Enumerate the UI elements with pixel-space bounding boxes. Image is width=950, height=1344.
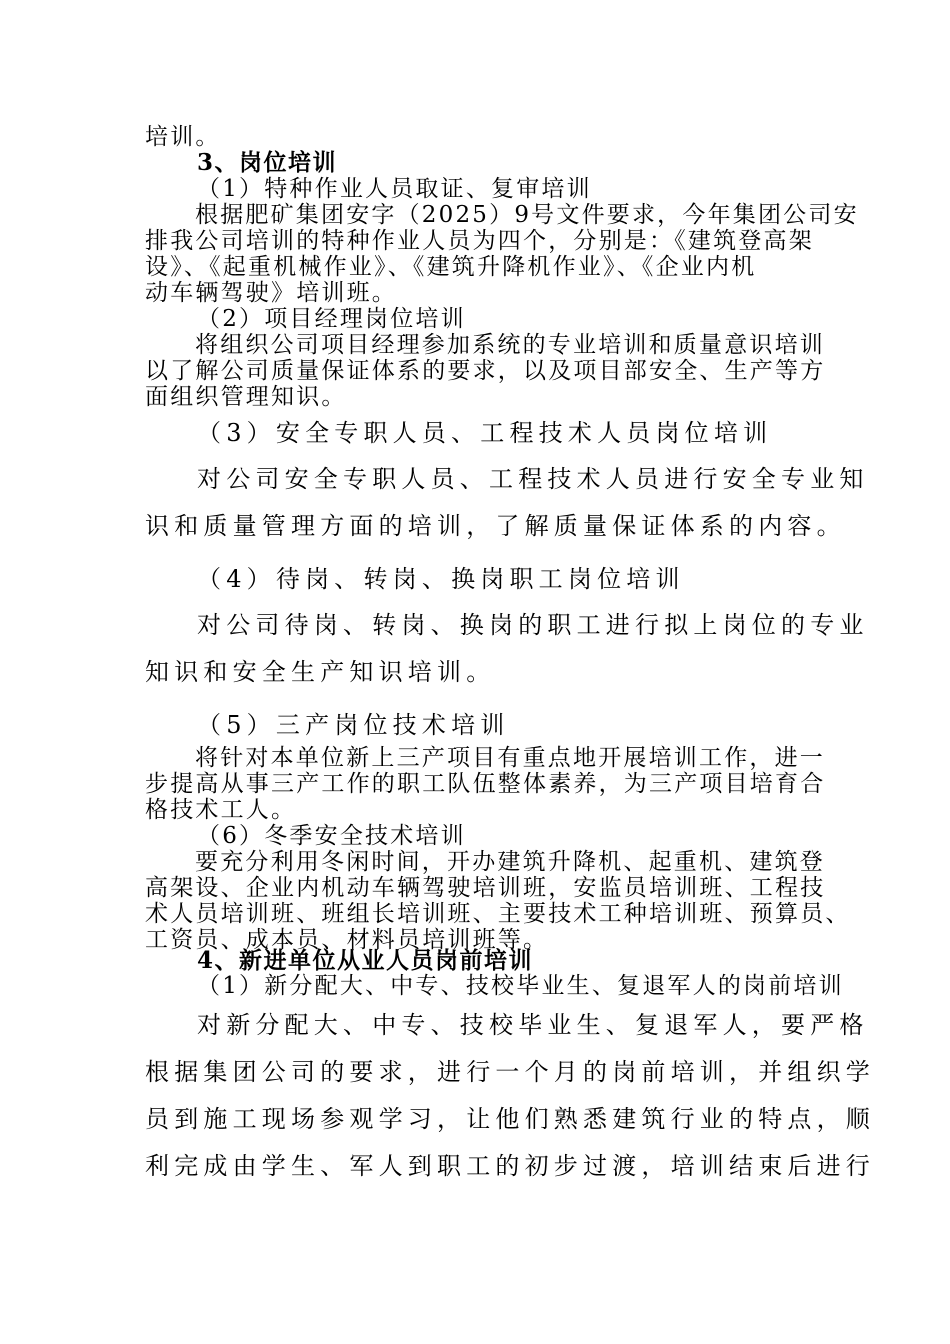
subsection-heading: （6）冬季安全技术培训 <box>197 823 466 849</box>
subsection-heading: （4）待岗、转岗、换岗职工岗位培训 <box>197 565 685 593</box>
text-line: 动车辆驾驶》培训班。 <box>145 280 397 306</box>
text-line: 高架设、企业内机动车辆驾驶培训班，安监员培训班、工程技 <box>145 875 826 901</box>
text-line: 工资员、成本员、材料员培训班等。 <box>145 927 549 953</box>
text-line: 排我公司培训的特种作业人员为四个，分别是：《建筑登高架 <box>145 228 814 254</box>
section-heading: 4、新进单位从业人员岗前培训 <box>197 947 534 974</box>
text-line: 员到施工现场参观学习，让他们熟悉建筑行业的特点，顺 <box>145 1105 875 1133</box>
text-line: 对公司安全专职人员、工程技术人员进行安全专业知 <box>197 465 869 493</box>
subsection-heading: （2）项目经理岗位培训 <box>197 306 466 332</box>
text-line: 根据肥矿集团安字（2025）9号文件要求，今年集团公司安 <box>195 202 859 228</box>
text-line: 将针对本单位新上三产项目有重点地开展培训工作，进一 <box>195 745 825 771</box>
text-line: 培训。 <box>145 124 221 150</box>
text-line: 知识和安全生产知识培训。 <box>145 658 496 686</box>
subsection-heading: （1）特种作业人员取证、复审培训 <box>197 176 592 202</box>
text-line: 要充分利用冬闲时间，开办建筑升降机、起重机、建筑登 <box>195 849 825 875</box>
subsection-heading: （3）安全专职人员、工程技术人员岗位培训 <box>197 419 773 447</box>
section-heading: 3、岗位培训 <box>197 149 338 176</box>
subsection-heading: （1）新分配大、中专、技校毕业生、复退军人的岗前培训 <box>197 973 844 999</box>
text-line: 对新分配大、中专、技校毕业生、复退军人，要严格 <box>197 1011 869 1039</box>
text-line: 格技术工人。 <box>145 797 297 823</box>
text-line: 利完成由学生、军人到职工的初步过渡，培训结束后进行 <box>145 1152 875 1180</box>
subsection-heading: （5）三产岗位技术培训 <box>197 711 510 739</box>
text-line: 步提高从事三产工作的职工队伍整体素养，为三产项目培育合 <box>145 771 826 797</box>
text-line: 面组织管理知识。 <box>145 384 347 410</box>
text-line: 根据集团公司的要求，进行一个月的岗前培训，并组织学 <box>145 1058 875 1086</box>
text-line: 识和质量管理方面的培训，了解质量保证体系的内容。 <box>145 512 846 540</box>
text-line: 将组织公司项目经理参加系统的专业培训和质量意识培训 <box>195 332 825 358</box>
text-line: 对公司待岗、转岗、换岗的职工进行拟上岗位的专业 <box>197 611 869 639</box>
text-line: 术人员培训班、班组长培训班、主要技术工种培训班、预算员、 <box>145 901 851 927</box>
text-line: 以了解公司质量保证体系的要求，以及项目部安全、生产等方 <box>145 358 826 384</box>
text-line: 设》、《起重机械作业》、《建筑升降机作业》、《企业内机 <box>145 254 757 280</box>
